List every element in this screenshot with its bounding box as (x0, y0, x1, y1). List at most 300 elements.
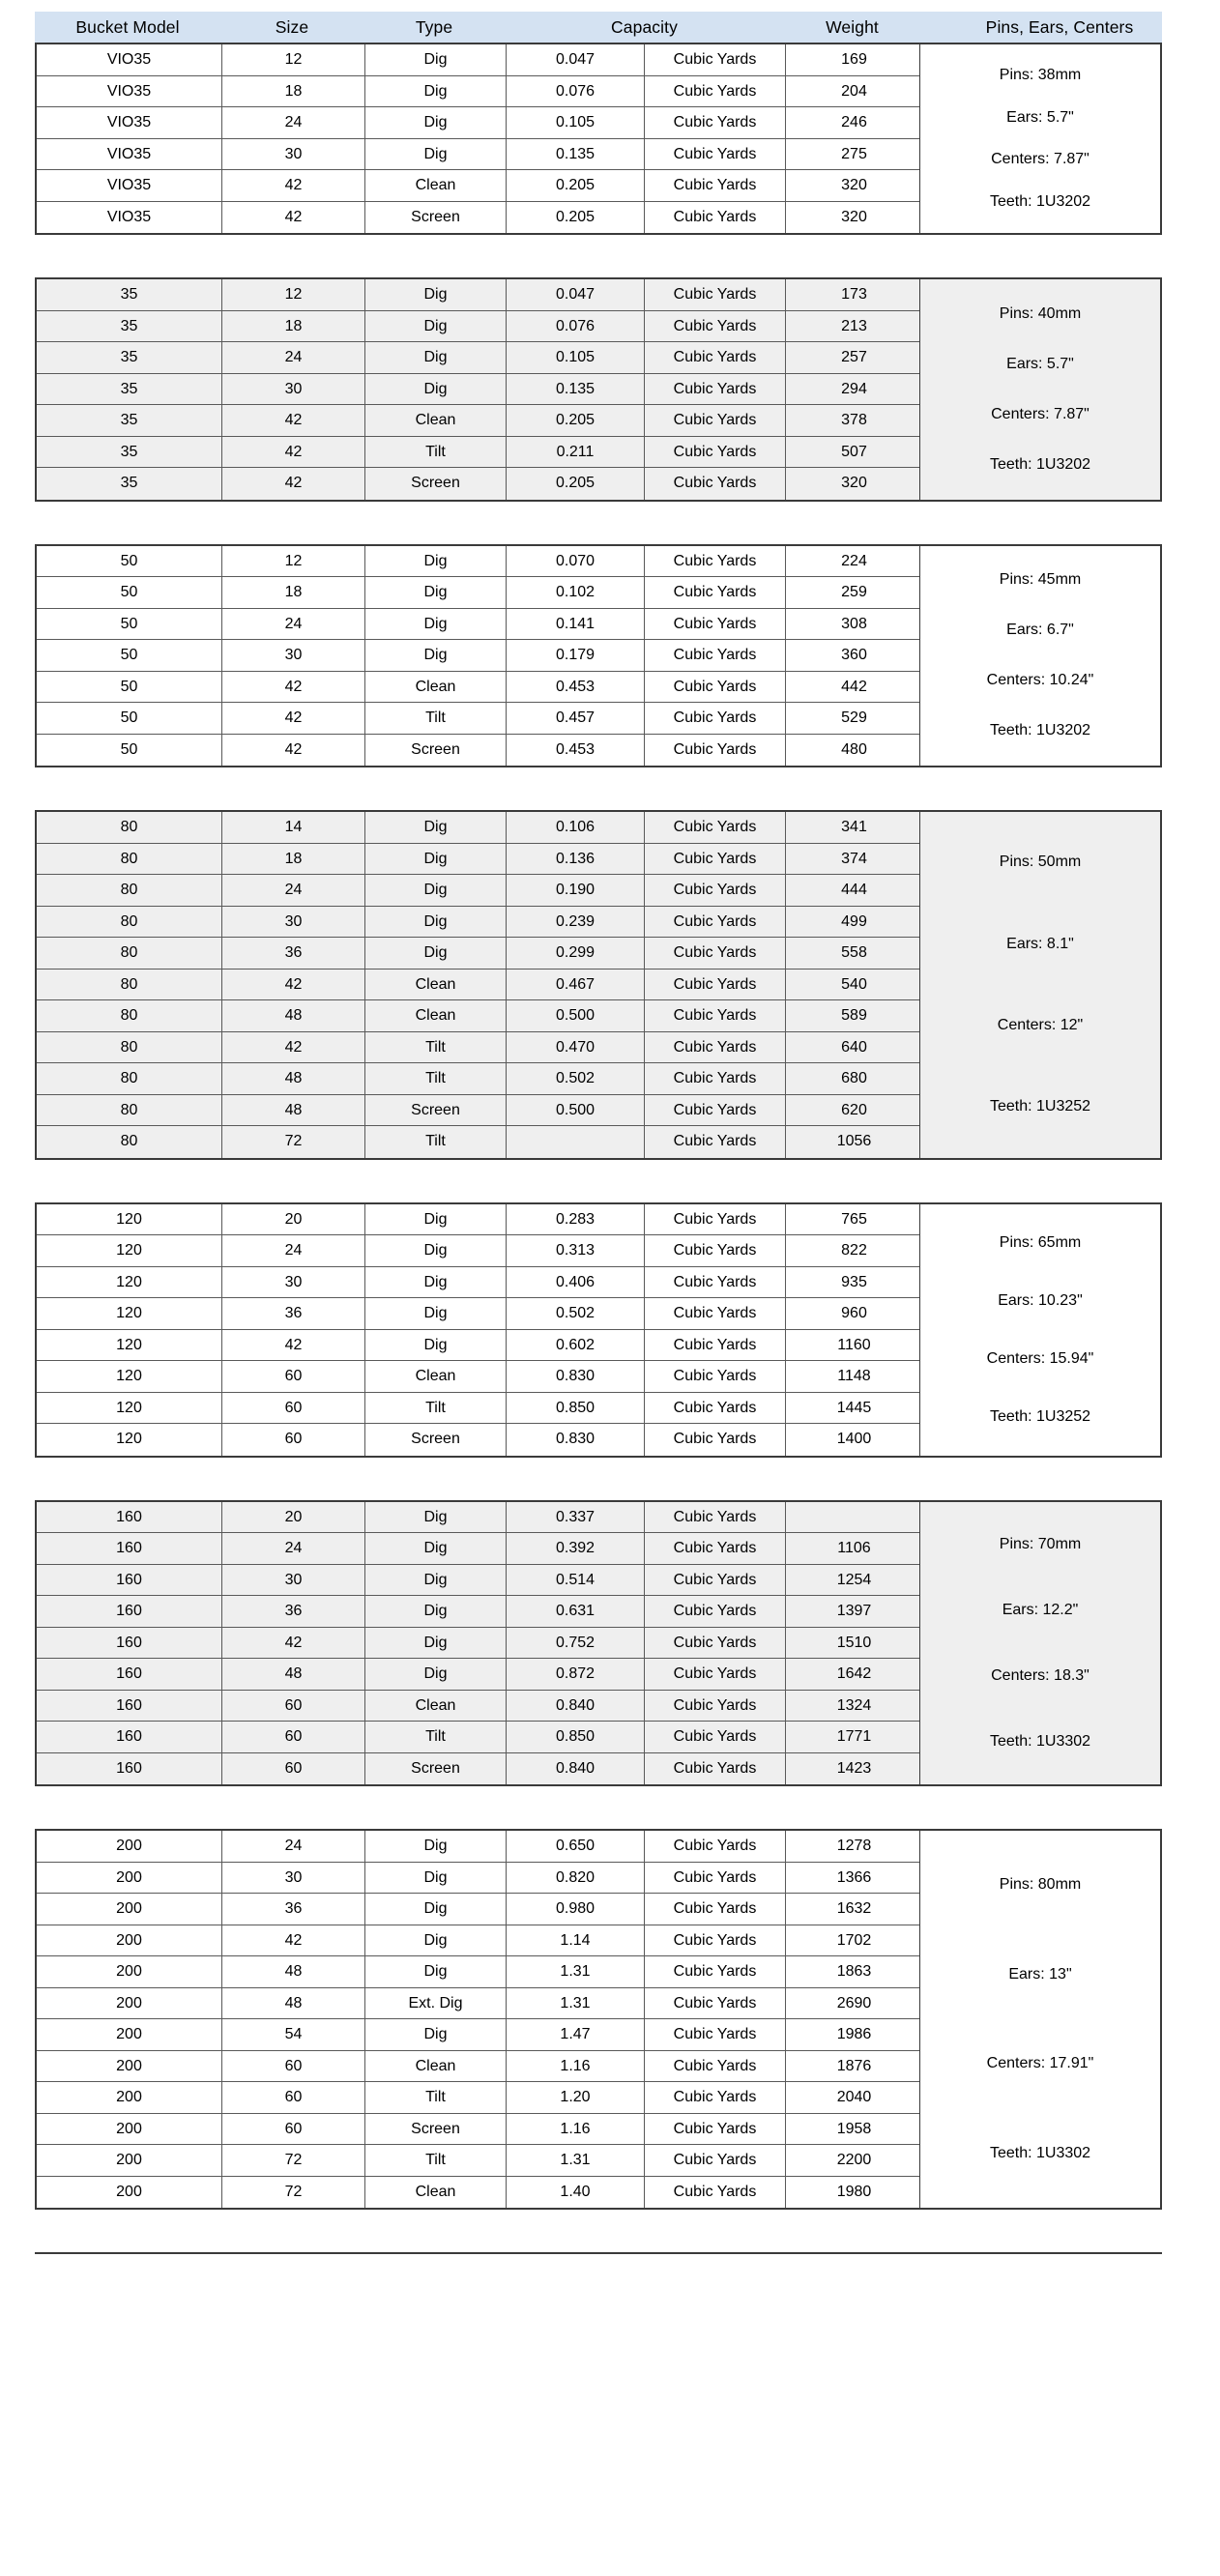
cell-type: Dig (365, 812, 507, 843)
spec-line: Centers: 18.3" (991, 1666, 1089, 1684)
cell-size: 24 (222, 609, 365, 640)
cell-capacity-value: 1.40 (507, 2177, 645, 2209)
cell-size: 36 (222, 938, 365, 969)
cell-capacity-unit: Cubic Yards (645, 405, 786, 436)
column-header-size: Size (275, 16, 309, 37)
bucket-block (35, 544, 1162, 768)
cell-capacity-value: 0.135 (507, 374, 645, 405)
cell-capacity-unit: Cubic Yards (645, 1628, 786, 1659)
table-row (37, 1204, 919, 1236)
cell-size: 36 (222, 1596, 365, 1627)
cell-capacity-unit: Cubic Yards (645, 374, 786, 405)
cell-bucket-model: 80 (37, 1063, 222, 1094)
spec-line: Ears: 6.7" (1006, 622, 1074, 639)
cell-bucket-model: 200 (37, 2114, 222, 2145)
cell-type: Dig (365, 546, 507, 577)
cell-capacity-value: 0.205 (507, 468, 645, 500)
cell-capacity-value: 0.135 (507, 139, 645, 170)
cell-size: 48 (222, 1659, 365, 1690)
cell-bucket-model: 160 (37, 1659, 222, 1690)
cell-capacity-value: 0.299 (507, 938, 645, 969)
table-row (37, 2051, 919, 2083)
cell-bucket-model: 120 (37, 1267, 222, 1298)
table-row (37, 279, 919, 311)
cell-weight: 1400 (836, 1431, 872, 1447)
spec-line: Pins: 38mm (999, 66, 1082, 83)
cell-bucket-model: 80 (37, 1000, 222, 1031)
cell-capacity-value: 0.105 (507, 342, 645, 373)
cell-capacity-value: 0.514 (507, 1565, 645, 1596)
cell-weight: 1423 (836, 1759, 872, 1777)
table-row (37, 139, 919, 171)
table-row (37, 735, 919, 767)
cell-type: Dig (365, 1298, 507, 1329)
cell-type: Dig (365, 1863, 507, 1894)
cell-weight: 822 (841, 1242, 867, 1259)
cell-size: 12 (222, 546, 365, 577)
cell-weight: 213 (841, 317, 867, 334)
column-header-bucket-model: Bucket Model (75, 16, 180, 37)
cell-bucket-model: 160 (37, 1596, 222, 1627)
cell-capacity-value: 0.105 (507, 107, 645, 138)
cell-type: Tilt (365, 2145, 507, 2176)
table-row (37, 374, 919, 406)
cell-weight: 1397 (836, 1603, 872, 1619)
bucket-rows-grid (35, 544, 920, 768)
cell-type: Clean (365, 672, 507, 703)
table-row (37, 2019, 919, 2051)
bucket-rows-grid (35, 43, 920, 235)
cell-bucket-model: 80 (37, 875, 222, 906)
cell-bucket-model: 50 (37, 672, 222, 703)
spec-line: Ears: 8.1" (1006, 935, 1074, 952)
spec-line: Centers: 15.94" (986, 1349, 1094, 1367)
cell-capacity-value: 0.650 (507, 1831, 645, 1862)
cell-capacity-unit: Cubic Yards (645, 907, 786, 938)
cell-weight: 960 (841, 1305, 867, 1321)
table-row (37, 44, 919, 76)
table-row (37, 1000, 919, 1032)
cell-capacity-unit: Cubic Yards (645, 1565, 786, 1596)
cell-weight: 589 (841, 1007, 867, 1024)
cell-type: Screen (365, 202, 507, 234)
pins-ears-centers-panel (920, 1829, 1162, 2210)
cell-type: Dig (365, 374, 507, 405)
cell-weight: 442 (841, 678, 867, 695)
cell-capacity-value: 0.752 (507, 1628, 645, 1659)
cell-size: 60 (222, 2082, 365, 2113)
cell-capacity-value: 0.502 (507, 1063, 645, 1094)
cell-weight: 1278 (836, 1838, 872, 1854)
spec-line: Ears: 5.7" (1006, 108, 1074, 126)
cell-size: 60 (222, 1361, 365, 1392)
cell-capacity-unit: Cubic Yards (645, 1424, 786, 1456)
cell-capacity-value: 0.820 (507, 1863, 645, 1894)
table-row (37, 875, 919, 907)
cell-bucket-model: 80 (37, 844, 222, 875)
table-row (37, 1235, 919, 1267)
cell-size: 60 (222, 2051, 365, 2082)
cell-weight: 1980 (836, 2183, 872, 2200)
cell-size: 30 (222, 1863, 365, 1894)
cell-bucket-model: VIO35 (37, 202, 222, 234)
cell-size: 24 (222, 1831, 365, 1862)
spec-line: Teeth: 1U3302 (989, 1732, 1091, 1750)
cell-capacity-value: 0.453 (507, 672, 645, 703)
cell-weight: 2690 (836, 1994, 872, 2012)
cell-bucket-model: 200 (37, 2019, 222, 2050)
cell-type: Clean (365, 2051, 507, 2082)
spec-line: Teeth: 1U3252 (989, 1098, 1091, 1115)
cell-capacity-value: 0.283 (507, 1204, 645, 1235)
cell-capacity-unit: Cubic Yards (645, 672, 786, 703)
cell-size: 54 (222, 2019, 365, 2050)
cell-size: 18 (222, 76, 365, 107)
cell-weight: 259 (841, 584, 867, 600)
cell-bucket-model: 160 (37, 1533, 222, 1564)
cell-weight: 1771 (836, 1728, 872, 1745)
cell-capacity-value: 0.502 (507, 1298, 645, 1329)
cell-size: 30 (222, 640, 365, 671)
table-row (37, 907, 919, 939)
cell-capacity-value: 0.850 (507, 1393, 645, 1424)
cell-weight: 1632 (836, 1900, 872, 1917)
cell-size: 60 (222, 1424, 365, 1456)
cell-weight (786, 1502, 922, 1533)
cell-bucket-model: 200 (37, 2051, 222, 2082)
cell-weight: 320 (841, 208, 867, 225)
cell-weight: 1986 (836, 2026, 872, 2042)
bucket-block (35, 277, 1162, 502)
cell-weight: 341 (841, 819, 867, 835)
cell-capacity-value: 0.980 (507, 1894, 645, 1925)
cell-size: 12 (222, 44, 365, 75)
table-row (37, 1267, 919, 1299)
table-row (37, 546, 919, 578)
cell-bucket-model: 50 (37, 640, 222, 671)
cell-bucket-model: 80 (37, 1032, 222, 1063)
bucket-rows-grid (35, 277, 920, 502)
cell-bucket-model: 120 (37, 1330, 222, 1361)
bucket-blocks-container (0, 43, 1220, 2210)
cell-weight: 275 (841, 145, 867, 162)
cell-capacity-unit: Cubic Yards (645, 1722, 786, 1752)
cell-type: Tilt (365, 1063, 507, 1094)
table-row (37, 938, 919, 970)
cell-capacity-unit: Cubic Yards (645, 2145, 786, 2176)
cell-size: 24 (222, 1533, 365, 1564)
spec-line: Ears: 12.2" (1002, 1601, 1079, 1618)
cell-capacity-value: 0.106 (507, 812, 645, 843)
cell-weight: 378 (841, 412, 867, 428)
table-row (37, 1863, 919, 1895)
bucket-block (35, 43, 1162, 235)
table-row (37, 1894, 919, 1925)
cell-bucket-model: 160 (37, 1502, 222, 1533)
cell-bucket-model: VIO35 (37, 139, 222, 170)
cell-weight: 1160 (837, 1336, 871, 1353)
cell-capacity-value: 1.16 (507, 2051, 645, 2082)
table-row (37, 1831, 919, 1863)
cell-bucket-model: 50 (37, 703, 222, 734)
cell-capacity-unit: Cubic Yards (645, 1095, 786, 1126)
cell-capacity-value: 0.850 (507, 1722, 645, 1752)
cell-weight: 507 (841, 443, 867, 460)
pins-ears-centers-panel (920, 1202, 1162, 1458)
cell-capacity-value: 0.205 (507, 405, 645, 436)
cell-type: Dig (365, 609, 507, 640)
cell-capacity-value: 0.453 (507, 735, 645, 767)
cell-capacity-value: 0.500 (507, 1000, 645, 1031)
bucket-block (35, 1829, 1162, 2210)
spec-line: Centers: 7.87" (991, 405, 1089, 422)
cell-type: Dig (365, 1956, 507, 1987)
cell-weight: 320 (841, 177, 867, 193)
cell-type: Screen (365, 2114, 507, 2145)
cell-type: Tilt (365, 703, 507, 734)
cell-bucket-model: 50 (37, 546, 222, 577)
cell-size: 42 (222, 468, 365, 500)
table-header-row (35, 12, 1162, 43)
cell-capacity-value: 0.136 (507, 844, 645, 875)
cell-bucket-model: 120 (37, 1298, 222, 1329)
cell-type: Dig (365, 907, 507, 938)
table-row (37, 1691, 919, 1722)
cell-capacity-unit: Cubic Yards (645, 1863, 786, 1894)
table-row (37, 1722, 919, 1753)
cell-weight: 1958 (836, 2120, 872, 2137)
bucket-rows-grid (35, 1202, 920, 1458)
cell-type: Ext. Dig (365, 1988, 507, 2019)
table-row (37, 1126, 919, 1158)
spec-line: Pins: 70mm (999, 1535, 1082, 1552)
cell-capacity-value: 1.47 (507, 2019, 645, 2050)
cell-type: Dig (365, 342, 507, 373)
cell-capacity-value: 0.872 (507, 1659, 645, 1690)
cell-capacity-unit: Cubic Yards (645, 279, 786, 310)
cell-type: Dig (365, 139, 507, 170)
table-row (37, 812, 919, 844)
cell-size: 18 (222, 844, 365, 875)
cell-type: Dig (365, 1235, 507, 1266)
cell-capacity-unit: Cubic Yards (645, 1533, 786, 1564)
cell-size: 42 (222, 170, 365, 201)
cell-capacity-unit: Cubic Yards (645, 609, 786, 640)
cell-type: Dig (365, 1925, 507, 1956)
cell-type: Screen (365, 1753, 507, 1785)
cell-weight: 1445 (836, 1399, 872, 1416)
cell-size: 48 (222, 1095, 365, 1126)
table-row (37, 1330, 919, 1362)
cell-capacity-value: 1.14 (507, 1925, 645, 1956)
cell-type: Clean (365, 405, 507, 436)
cell-size: 24 (222, 875, 365, 906)
cell-capacity-unit: Cubic Yards (645, 938, 786, 969)
bucket-block (35, 1202, 1162, 1458)
table-row (37, 844, 919, 876)
cell-size: 24 (222, 1235, 365, 1266)
cell-capacity-value: 0.179 (507, 640, 645, 671)
spec-line: Centers: 10.24" (986, 672, 1094, 689)
cell-weight: 529 (841, 709, 867, 726)
table-row (37, 1596, 919, 1628)
cell-capacity-unit: Cubic Yards (645, 107, 786, 138)
cell-size: 42 (222, 405, 365, 436)
cell-weight: 444 (841, 882, 867, 898)
column-header-weight: Weight (826, 16, 879, 37)
table-row (37, 1063, 919, 1095)
cell-size: 42 (222, 672, 365, 703)
cell-bucket-model: 120 (37, 1393, 222, 1424)
cell-weight: 935 (841, 1273, 867, 1290)
cell-type: Dig (365, 2019, 507, 2050)
cell-bucket-model: 160 (37, 1691, 222, 1722)
cell-weight: 480 (841, 740, 867, 758)
cell-weight: 173 (841, 286, 867, 303)
cell-capacity-unit: Cubic Yards (645, 1298, 786, 1329)
table-row (37, 640, 919, 672)
cell-capacity-value: 0.205 (507, 202, 645, 234)
cell-size: 72 (222, 2177, 365, 2209)
table-row (37, 1565, 919, 1597)
cell-bucket-model: VIO35 (37, 170, 222, 201)
pins-ears-centers-panel (920, 810, 1162, 1160)
bucket-block (35, 810, 1162, 1160)
cell-capacity-value: 0.631 (507, 1596, 645, 1627)
cell-bucket-model: VIO35 (37, 44, 222, 75)
cell-capacity-unit: Cubic Yards (645, 1894, 786, 1925)
cell-size: 42 (222, 703, 365, 734)
cell-capacity-unit: Cubic Yards (645, 1753, 786, 1785)
table-row (37, 202, 919, 234)
cell-bucket-model: 35 (37, 279, 222, 310)
spec-line: Centers: 12" (997, 1016, 1084, 1033)
cell-bucket-model: 35 (37, 374, 222, 405)
cell-weight: 169 (841, 51, 867, 68)
cell-capacity-unit: Cubic Yards (645, 1502, 786, 1533)
table-row (37, 1424, 919, 1456)
cell-capacity-value: 0.500 (507, 1095, 645, 1126)
cell-type: Clean (365, 2177, 507, 2209)
cell-size: 60 (222, 2114, 365, 2145)
cell-type: Dig (365, 844, 507, 875)
cell-capacity-unit: Cubic Yards (645, 437, 786, 468)
cell-weight: 499 (841, 912, 867, 930)
cell-weight: 640 (841, 1038, 867, 1056)
cell-weight: 1106 (837, 1540, 871, 1556)
cell-capacity-unit: Cubic Yards (645, 44, 786, 75)
cell-capacity-value: 0.337 (507, 1502, 645, 1533)
cell-size: 42 (222, 735, 365, 767)
cell-weight: 1863 (836, 1963, 872, 1980)
cell-bucket-model: 35 (37, 437, 222, 468)
spec-line: Pins: 40mm (999, 304, 1082, 322)
cell-weight: 1324 (836, 1696, 872, 1714)
cell-capacity-unit: Cubic Yards (645, 1956, 786, 1987)
cell-capacity-unit: Cubic Yards (645, 1235, 786, 1266)
cell-type: Dig (365, 1659, 507, 1690)
cell-type: Dig (365, 1894, 507, 1925)
cell-bucket-model: 35 (37, 468, 222, 500)
cell-bucket-model: 80 (37, 1095, 222, 1126)
cell-capacity-unit: Cubic Yards (645, 812, 786, 843)
cell-bucket-model: 80 (37, 970, 222, 1000)
cell-capacity-unit: Cubic Yards (645, 311, 786, 342)
cell-size: 48 (222, 1063, 365, 1094)
cell-bucket-model: 80 (37, 812, 222, 843)
cell-type: Tilt (365, 1722, 507, 1752)
cell-bucket-model: 50 (37, 577, 222, 608)
cell-capacity-unit: Cubic Yards (645, 2051, 786, 2082)
cell-weight: 540 (841, 975, 867, 993)
cell-capacity-unit: Cubic Yards (645, 970, 786, 1000)
cell-size: 60 (222, 1393, 365, 1424)
cell-type: Clean (365, 1361, 507, 1392)
table-row (37, 970, 919, 1001)
cell-capacity-value: 1.20 (507, 2082, 645, 2113)
table-row (37, 107, 919, 139)
cell-capacity-unit: Cubic Yards (645, 1126, 786, 1158)
cell-bucket-model: 200 (37, 1831, 222, 1862)
cell-capacity-unit: Cubic Yards (645, 735, 786, 767)
cell-capacity-value: 0.239 (507, 907, 645, 938)
spec-line: Teeth: 1U3252 (989, 1407, 1091, 1425)
table-row (37, 468, 919, 500)
cell-capacity-unit: Cubic Yards (645, 1032, 786, 1063)
cell-capacity-unit: Cubic Yards (645, 1063, 786, 1094)
cell-type: Dig (365, 1831, 507, 1862)
cell-weight: 765 (841, 1210, 867, 1228)
cell-type: Tilt (365, 1393, 507, 1424)
bucket-block (35, 1500, 1162, 1787)
cell-type: Screen (365, 735, 507, 767)
cell-type: Dig (365, 311, 507, 342)
table-row (37, 1533, 919, 1565)
table-row (37, 1032, 919, 1064)
cell-bucket-model: 200 (37, 1894, 222, 1925)
table-row (37, 170, 919, 202)
table-row (37, 1925, 919, 1957)
table-row (37, 1956, 919, 1988)
cell-bucket-model: 80 (37, 907, 222, 938)
cell-bucket-model: 80 (37, 1126, 222, 1158)
cell-size: 14 (222, 812, 365, 843)
cell-weight: 1642 (836, 1665, 872, 1682)
spec-line: Ears: 13" (1008, 1965, 1072, 1983)
cell-size: 48 (222, 1956, 365, 1987)
cell-type: Dig (365, 1565, 507, 1596)
column-header-pins-ears-centers: Pins, Ears, Centers (985, 16, 1134, 37)
table-row (37, 437, 919, 469)
cell-size: 60 (222, 1691, 365, 1722)
cell-size: 42 (222, 1032, 365, 1063)
spec-line: Pins: 50mm (999, 854, 1082, 871)
cell-size: 36 (222, 1894, 365, 1925)
cell-capacity-unit: Cubic Yards (645, 1925, 786, 1956)
cell-type: Dig (365, 1330, 507, 1361)
cell-weight: 257 (841, 349, 867, 365)
cell-size: 30 (222, 907, 365, 938)
cell-capacity-unit: Cubic Yards (645, 2114, 786, 2145)
cell-type: Dig (365, 1533, 507, 1564)
cell-type: Tilt (365, 1126, 507, 1158)
cell-size: 30 (222, 1565, 365, 1596)
pins-ears-centers-panel (920, 43, 1162, 235)
cell-size: 20 (222, 1502, 365, 1533)
cell-capacity-value (507, 1126, 645, 1158)
cell-capacity-unit: Cubic Yards (645, 2019, 786, 2050)
table-row (37, 1095, 919, 1127)
